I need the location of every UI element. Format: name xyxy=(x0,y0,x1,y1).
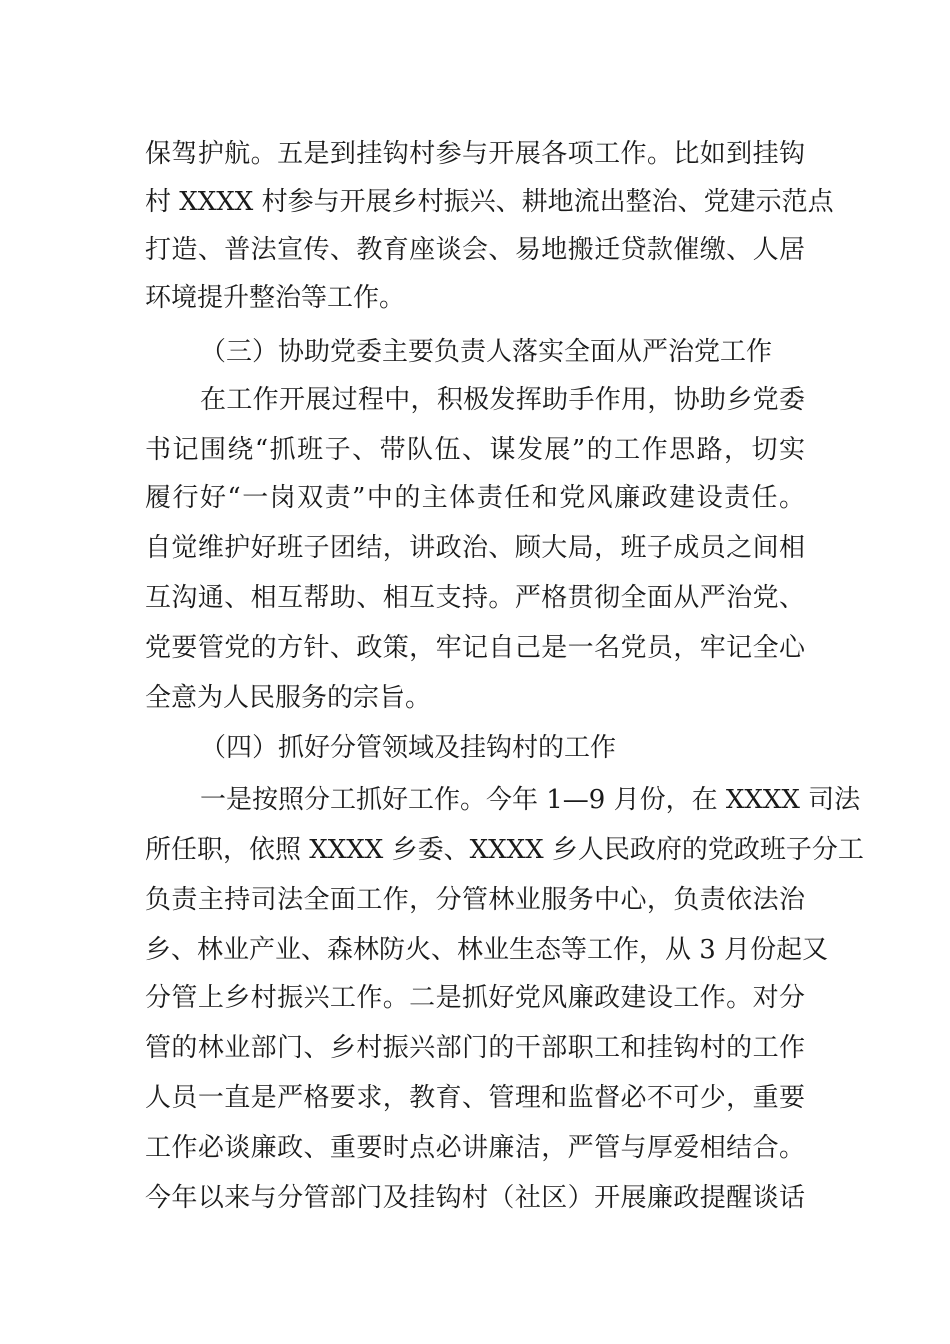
paragraph-line: 在工作开展过程中，积极发挥助手作用，协助乡党委 xyxy=(200,385,805,415)
paragraph-line: 今年以来与分管部门及挂钩村（社区）开展廉政提醒谈话 xyxy=(145,1183,805,1213)
paragraph-line: 乡、林业产业、森林防火、林业生态等工作，从 3 月份起又 xyxy=(145,935,829,965)
paragraph-line: 自觉维护好班子团结，讲政治、顾大局，班子成员之间相 xyxy=(145,533,805,563)
paragraph-line: 党要管党的方针、政策，牢记自己是一名党员，牢记全心 xyxy=(145,633,805,663)
section-heading-4: （四）抓好分管领域及挂钩村的工作 xyxy=(200,733,617,763)
section-heading-3: （三）协助党委主要负责人落实全面从严治党工作 xyxy=(200,337,773,367)
paragraph-line: 村 XXXX 村参与开展乡村振兴、耕地流出整治、党建示范点 xyxy=(145,187,834,217)
paragraph-line: 负责主持司法全面工作，分管林业服务中心，负责依法治 xyxy=(145,885,805,915)
paragraph-line: 分管上乡村振兴工作。二是抓好党风廉政建设工作。对分 xyxy=(145,983,805,1013)
paragraph-line: 工作必谈廉政、重要时点必讲廉洁，严管与厚爱相结合。 xyxy=(145,1133,805,1163)
paragraph-line: 保驾护航。五是到挂钩村参与开展各项工作。比如到挂钩 xyxy=(145,139,805,169)
paragraph-line: 环境提升整治等工作。 xyxy=(145,283,406,313)
paragraph-line: 人员一直是严格要求，教育、管理和监督必不可少，重要 xyxy=(145,1083,805,1113)
paragraph-line: 全意为人民服务的宗旨。 xyxy=(145,683,432,713)
paragraph-line: 履行好“一岗双责”中的主体责任和党风廉政建设责任。 xyxy=(145,483,805,513)
paragraph-line: 管的林业部门、乡村振兴部门的干部职工和挂钩村的工作 xyxy=(145,1033,805,1063)
paragraph-line: 一是按照分工抓好工作。今年 1—9 月份，在 XXXX 司法 xyxy=(200,785,861,815)
paragraph-line: 书记围绕“抓班子、带队伍、谋发展”的工作思路，切实 xyxy=(145,435,805,465)
paragraph-line: 互沟通、相互帮助、相互支持。严格贯彻全面从严治党、 xyxy=(145,583,805,613)
paragraph-line: 所任职，依照 XXXX 乡委、XXXX 乡人民政府的党政班子分工 xyxy=(145,835,864,865)
paragraph-line: 打造、普法宣传、教育座谈会、易地搬迁贷款催缴、人居 xyxy=(145,235,805,265)
